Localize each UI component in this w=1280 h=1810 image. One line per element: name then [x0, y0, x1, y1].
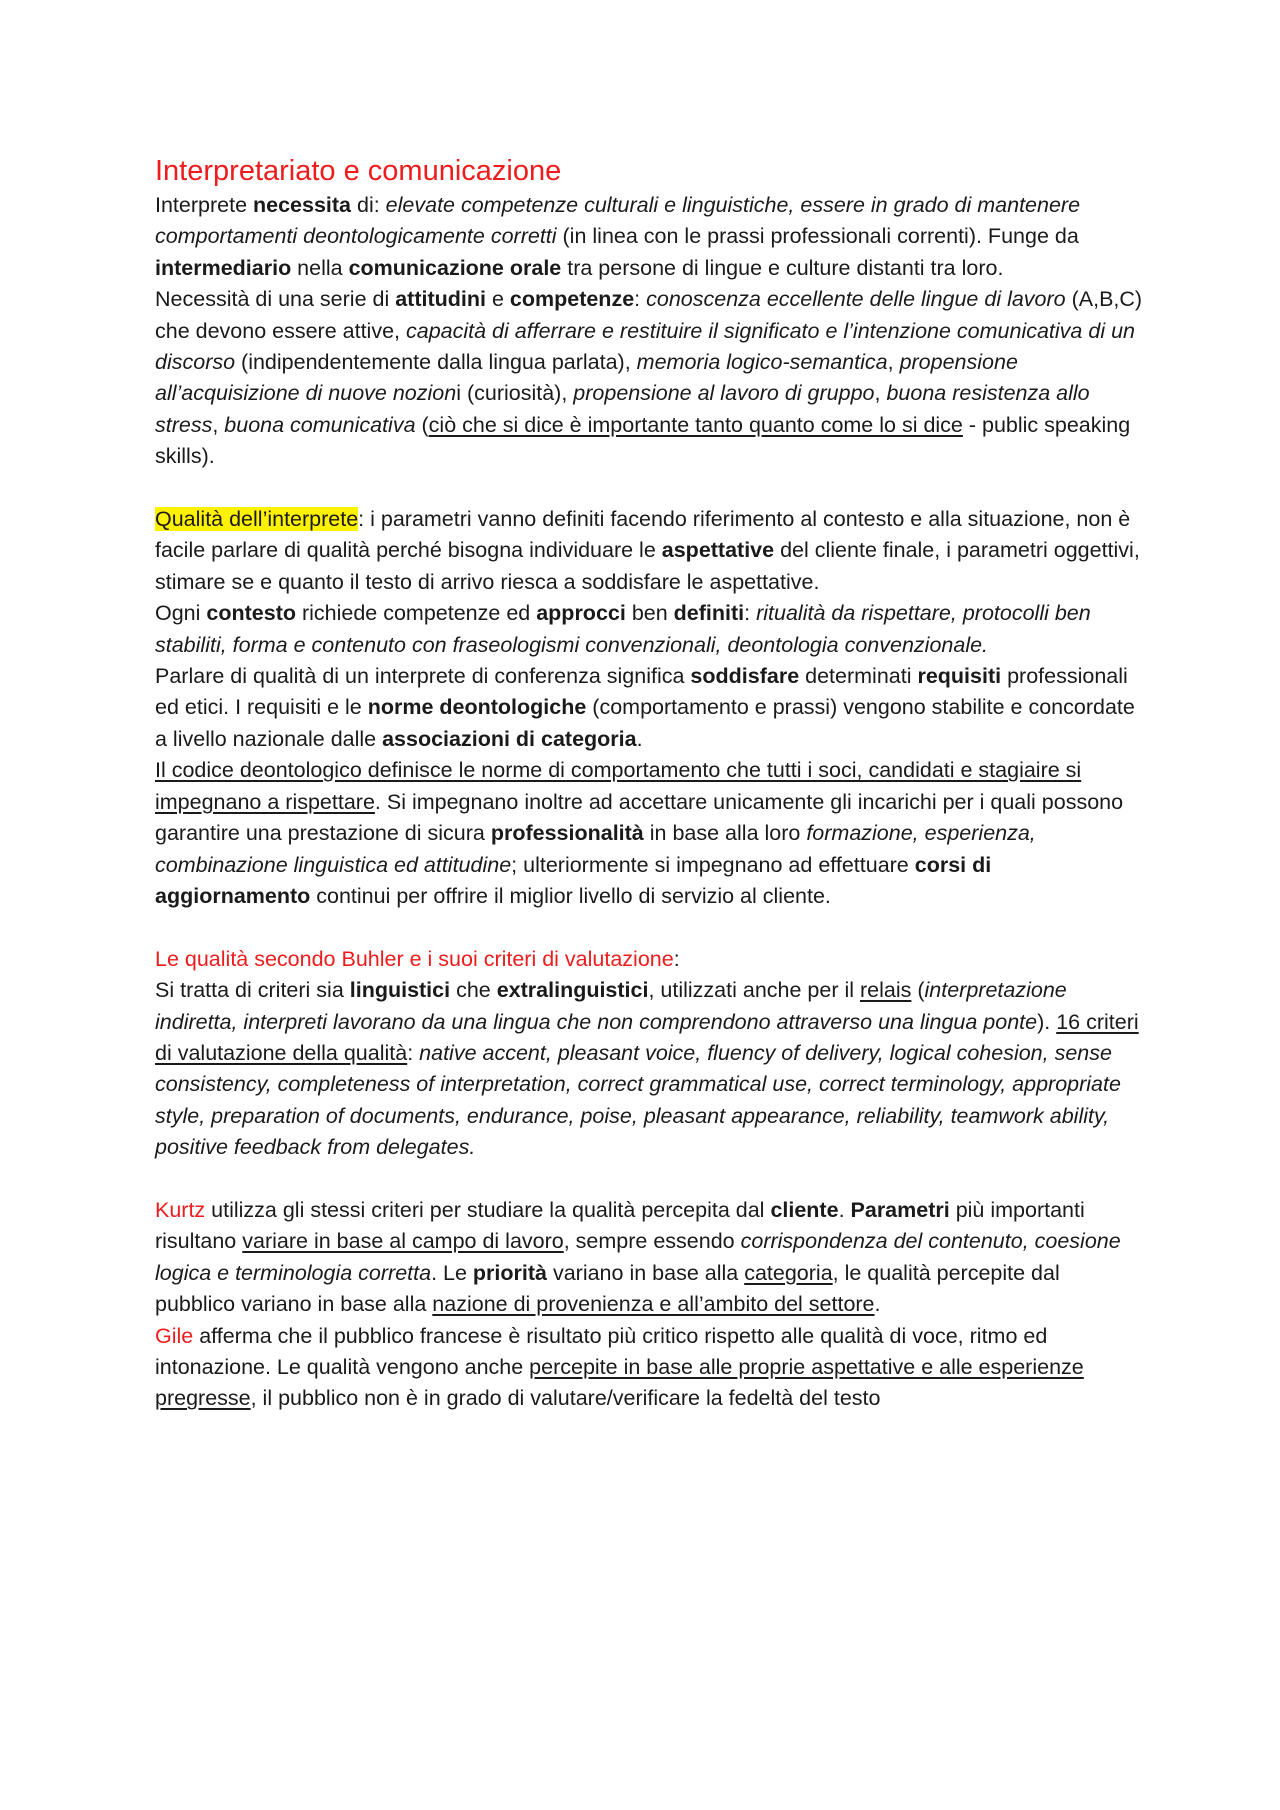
- text-run: più importanti risultano: [155, 1197, 1085, 1254]
- text-run: - public speaking skills).: [155, 412, 1131, 469]
- text-run: Qualità dell’interprete: [155, 507, 359, 532]
- paragraph: [155, 598, 1145, 661]
- text-run: :: [744, 601, 757, 626]
- text-run: relais: [859, 978, 912, 1003]
- text-run: attitudini: [395, 287, 486, 312]
- text-run: Necessità di una serie di: [155, 287, 396, 312]
- text-run: capacità di afferrare e restituire il significato e l’intenzione comunicativa di un discorso: [155, 318, 1135, 375]
- text-run: cliente: [770, 1197, 839, 1222]
- text-run: ben: [625, 601, 674, 626]
- text-run: elevate competenze culturali e linguistiche, essere in grado di mantenere comportamenti deontologicamente corretti: [155, 193, 1081, 249]
- text-run: (indipendentemente dalla lingua parlata),: [235, 350, 637, 375]
- text-run: professionali ed etici. I requisiti e le: [155, 664, 1128, 720]
- text-run: Parlare di qualità di un interprete di conferenza significa: [155, 664, 691, 689]
- text-run: ; ulteriormente si impegnano ad effettuare: [511, 852, 915, 877]
- paragraph-spacer: [155, 1164, 1145, 1195]
- text-run: continui per offrire il miglior livello di servizio al cliente.: [310, 883, 831, 908]
- document-body: [155, 190, 1145, 1415]
- text-run: di:: [351, 193, 386, 217]
- text-run: .: [874, 1292, 881, 1317]
- text-run: .: [636, 726, 643, 751]
- text-run: soddisfare: [690, 664, 800, 689]
- text-run: i (curiosità),: [456, 381, 574, 406]
- text-run: nazione di provenienza e all’ambito del settore: [432, 1292, 875, 1317]
- text-run: Gile: [155, 1323, 194, 1348]
- text-run: propensione al lavoro di gruppo: [573, 381, 875, 406]
- paragraph: [155, 944, 1145, 975]
- text-run: extralinguistici: [496, 978, 649, 1003]
- text-run: intermediario: [155, 255, 292, 280]
- text-run: priorità: [472, 1260, 547, 1285]
- text-run: corsi di aggiornamento: [155, 852, 992, 908]
- text-run: :: [673, 946, 680, 971]
- text-run: Le qualità secondo Buhler e i suoi criteri di valutazione: [155, 946, 674, 971]
- text-run: ,: [887, 350, 900, 375]
- text-run: approcci: [536, 601, 626, 626]
- paragraph: [155, 1321, 1145, 1415]
- text-run: Il codice deontologico definisce le norme di comportamento che tutti i soci, candidati e stagiaire si impegnano a rispettare: [155, 758, 1082, 814]
- text-run: Si tratta di criteri sia: [155, 978, 350, 1003]
- text-run: (A,B,C) che devono essere attive,: [155, 287, 1143, 343]
- text-run: afferma che il pubblico francese è risultato più critico rispetto alle qualità di voce, ritmo ed intonazione. Le qualità vengono anche: [155, 1323, 1048, 1379]
- paragraph: [155, 284, 1145, 472]
- text-run: variano in base alla: [546, 1260, 745, 1285]
- text-run: requisiti: [917, 664, 1002, 689]
- paragraph: [155, 975, 1145, 1163]
- text-run: Interprete: [155, 193, 253, 217]
- text-run: e: [485, 287, 510, 312]
- text-run: formazione, esperienza, combinazione linguistica ed attitudine: [155, 821, 1036, 877]
- text-run: Ogni: [155, 601, 207, 626]
- text-run: ,: [874, 381, 887, 406]
- text-run: (: [415, 412, 429, 437]
- paragraph: [155, 661, 1145, 755]
- paragraph: [155, 1195, 1145, 1321]
- text-run: contesto: [206, 601, 296, 626]
- text-run: :: [634, 287, 647, 312]
- document-title: Interpretariato e comunicazione: [155, 155, 562, 187]
- paragraph: [155, 190, 1145, 284]
- text-run: professionalità: [490, 821, 644, 846]
- text-run: conoscenza eccellente delle lingue di lavoro: [646, 287, 1066, 312]
- text-run: buona comunicativa: [224, 412, 416, 437]
- text-run: buona resistenza allo stress: [155, 381, 1090, 437]
- text-run: comunicazione orale: [348, 255, 562, 280]
- text-run: aspettative: [661, 538, 775, 563]
- text-run: ,: [212, 412, 225, 437]
- text-run: competenze: [509, 287, 635, 312]
- text-run: Kurtz: [155, 1197, 206, 1222]
- text-run: :: [407, 1040, 420, 1065]
- text-run: propensione all’acquisizione di nuove nozion: [155, 350, 1018, 406]
- text-run: Parametri: [850, 1197, 950, 1222]
- text-run: .: [838, 1197, 851, 1222]
- text-run: definiti: [673, 601, 745, 626]
- text-run: variare in base al campo di lavoro: [242, 1229, 564, 1254]
- text-run: in base alla loro: [643, 821, 807, 846]
- text-run: , il pubblico non è in grado di valutare/verificare la fedeltà del testo: [250, 1386, 881, 1411]
- document-page: [155, 152, 1145, 1415]
- paragraph-spacer: [155, 473, 1145, 504]
- text-run: ).: [1037, 1009, 1057, 1034]
- text-run: del cliente finale, i parametri oggettivi, stimare se e quanto il testo di arrivo riesca a soddisfare le aspettative.: [155, 538, 1140, 594]
- text-run: norme deontologiche: [367, 695, 587, 720]
- paragraph: [155, 755, 1145, 912]
- text-run: che: [450, 978, 497, 1003]
- text-run: 16 criteri di valutazione della qualità: [155, 1009, 1139, 1065]
- text-run: : i parametri vanno definiti facendo riferimento al contesto e alla situazione, non è facile parlare di qualità perché bisogna individuare le: [155, 507, 1131, 563]
- text-run: . Le: [431, 1260, 473, 1285]
- text-run: , le qualità percepite dal pubblico variano in base alla: [155, 1260, 1060, 1317]
- text-run: associazioni di categoria: [382, 726, 637, 751]
- text-run: , sempre essendo: [563, 1229, 741, 1254]
- text-run: richiede competenze ed: [295, 601, 537, 626]
- text-run: native accent, pleasant voice, fluency of delivery, logical cohesion, sense consistency, completeness of interpretation, correct grammatical use, correct terminology, appropriate style, preparation of documents, endurance, poise, pleasant appearance, reliability, teamwork ability, positive feedback from delegates.: [155, 1040, 1121, 1160]
- text-run: utilizza gli stessi criteri per studiare la qualità percepita dal: [205, 1197, 771, 1222]
- text-run: ciò che si dice è importante tanto quanto come lo si dice: [428, 412, 963, 437]
- text-run: (in linea con le prassi professionali correnti). Funge da: [556, 224, 1079, 249]
- text-run: tra persone di lingue e culture distanti tra loro.: [561, 255, 1004, 280]
- text-run: memoria logico-semantica: [636, 350, 888, 375]
- text-run: (: [911, 978, 925, 1003]
- text-run: . Si impegnano inoltre ad accettare unicamente gli incarichi per i quali possono garantire una prestazione di sicura: [155, 789, 1124, 846]
- text-run: necessita: [253, 193, 352, 217]
- text-run: nella: [291, 255, 349, 280]
- text-run: percepite in base alle proprie aspettative e alle esperienze pregresse: [155, 1354, 1084, 1411]
- text-run: interpretazione indiretta, interpreti lavorano da una lingua che non comprendono attraverso una lingua ponte: [155, 978, 1067, 1034]
- paragraph: [155, 504, 1145, 598]
- text-run: , utilizzati anche per il: [648, 978, 860, 1003]
- text-run: categoria: [744, 1260, 833, 1285]
- text-run: ritualità da rispettare, protocolli ben stabiliti, forma e contenuto con fraseologismi convenzionali, deontologia convenzionale.: [155, 601, 1091, 657]
- text-run: (comportamento e prassi) vengono stabilite e concordate a livello nazionale dalle: [155, 695, 1135, 751]
- text-run: linguistici: [349, 978, 451, 1003]
- text-run: determinati: [799, 664, 918, 689]
- paragraph-spacer: [155, 912, 1145, 943]
- text-run: corrispondenza del contenuto, coesione logica e terminologia corretta: [155, 1229, 1121, 1285]
